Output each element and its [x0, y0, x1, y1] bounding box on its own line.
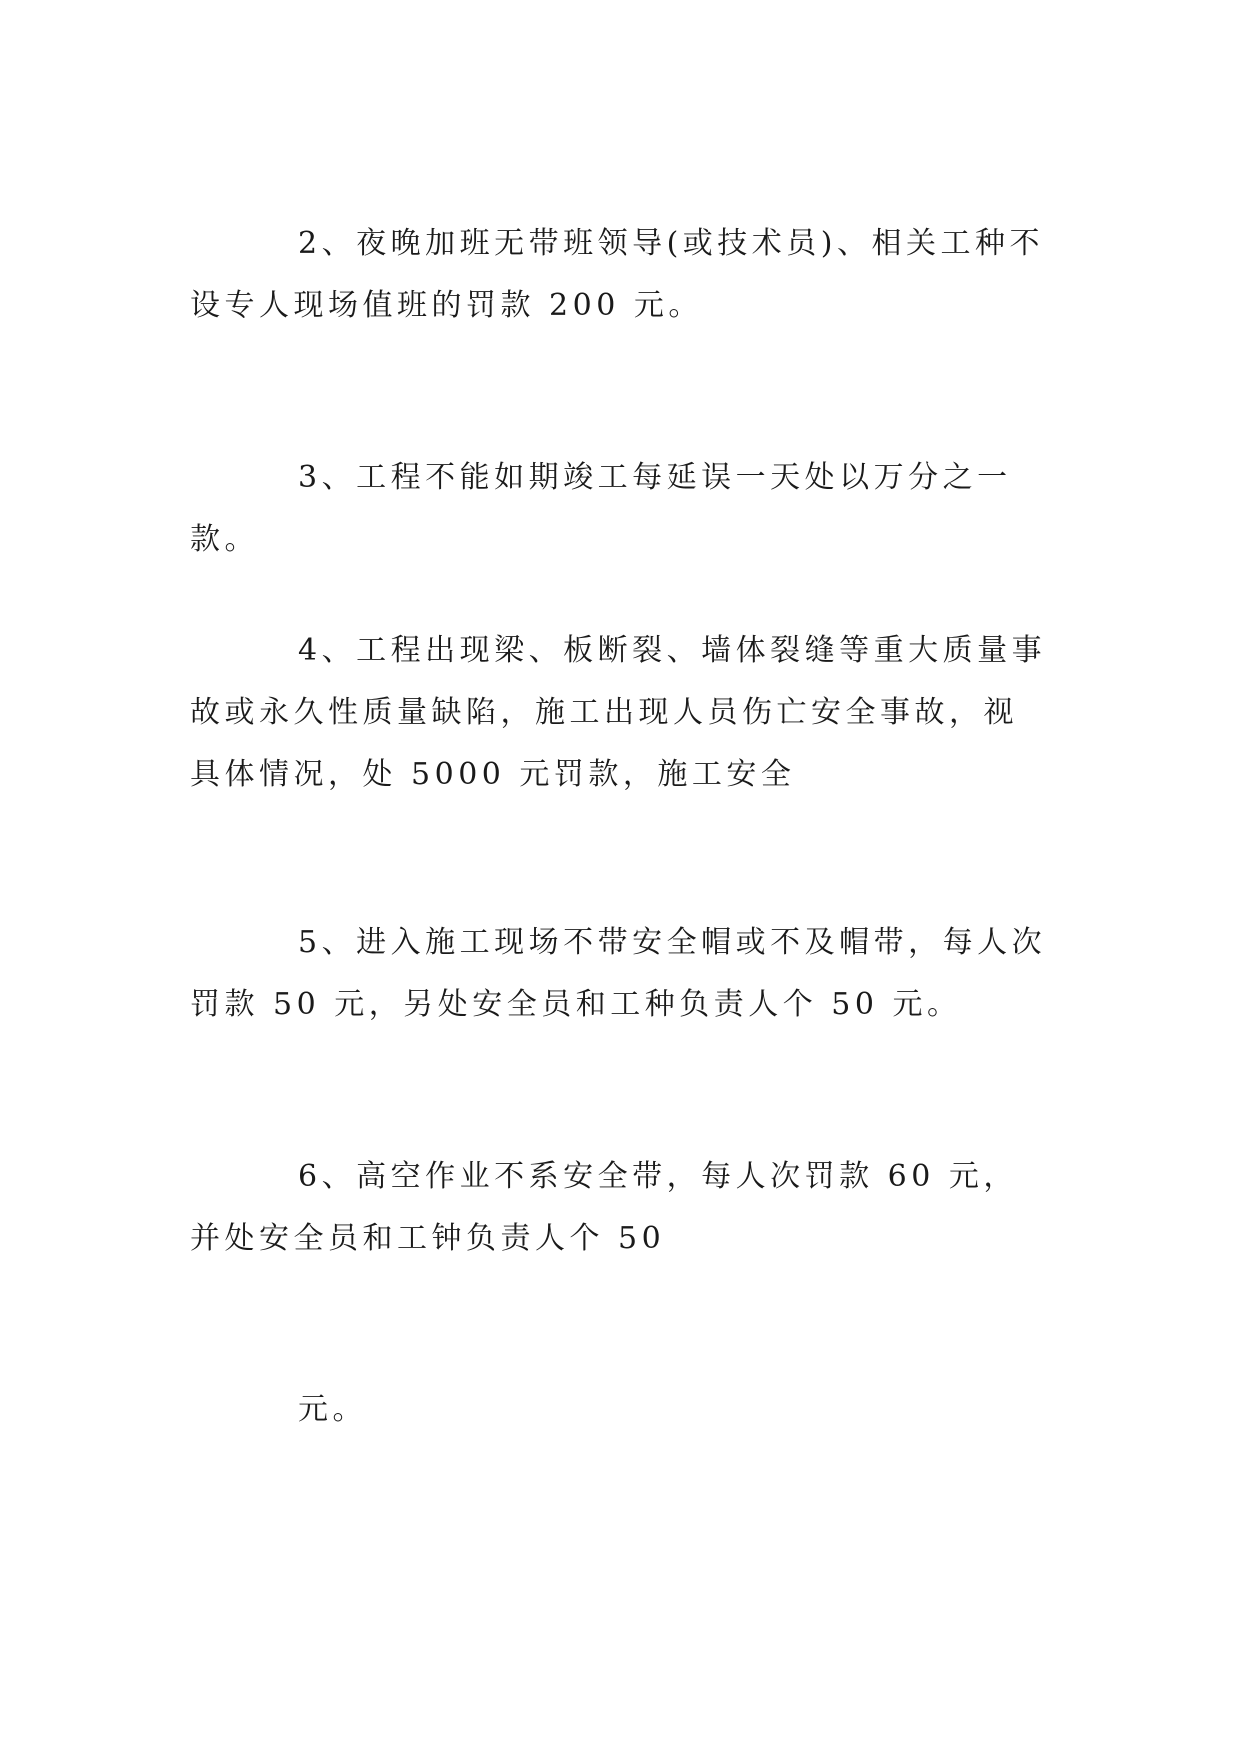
paragraph-item-4: 4、工程出现梁、板断裂、墙体裂缝等重大质量事故或永久性质量缺陷，施工出现人员伤亡安全事故，视具体情况，处 5000 元罚款，施工安全	[190, 633, 1047, 792]
paragraph-item-6: 6、高空作业不系安全带，每人次罚款 60 元，并处安全员和工钟负责人个 50	[190, 1159, 1018, 1256]
paragraph-item-3: 3、工程不能如期竣工每延误一天处以万分之一款。	[190, 460, 1012, 557]
paragraph-item-2: 2、夜晚加班无带班领导(或技术员)、相关工种不设专人现场值班的罚款 200 元。	[190, 226, 1044, 323]
paragraph-item-6-continued: 元。	[298, 1392, 367, 1427]
paragraph-item-5: 5、进入施工现场不带安全帽或不及帽带，每人次罚款 50 元，另处安全员和工种负责人个 50 元。	[190, 925, 1047, 1022]
